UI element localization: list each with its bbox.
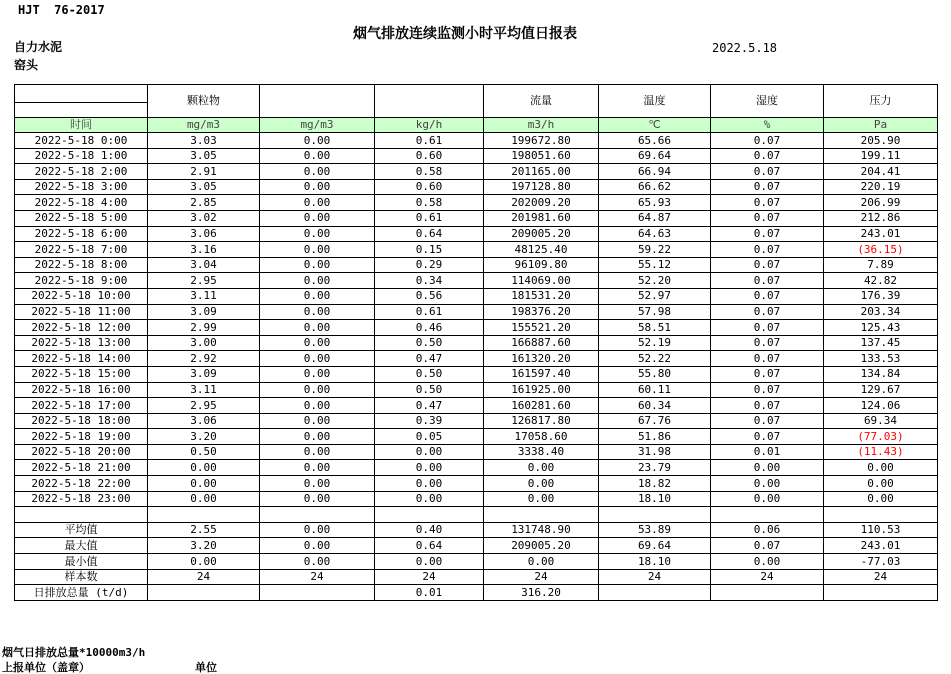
time-cell: 2022-5-18 23:00 (15, 491, 148, 507)
value-cell: 0.56 (375, 288, 484, 304)
unit-time: 时间 (15, 118, 148, 133)
value-cell: 0.00 (260, 164, 375, 180)
table-row (15, 320, 938, 336)
table-row (15, 133, 938, 149)
value-cell: 0.07 (711, 398, 824, 414)
value-cell: 124.06 (824, 398, 938, 414)
value-cell: -77.03 (824, 554, 938, 570)
header-time-blank-bottom (15, 103, 148, 118)
value-cell: 3.05 (148, 148, 260, 164)
value-cell: 198376.20 (484, 304, 599, 320)
value-cell: 0.00 (711, 476, 824, 492)
value-cell: 0.00 (260, 133, 375, 149)
value-cell: 197128.80 (484, 179, 599, 195)
value-cell: (77.03) (824, 429, 938, 445)
value-cell: 2.92 (148, 351, 260, 367)
value-cell: 2.95 (148, 273, 260, 289)
value-cell: 3.11 (148, 382, 260, 398)
value-cell: 0.07 (711, 257, 824, 273)
table-row (15, 460, 938, 476)
unit-celsius: ℃ (599, 118, 711, 133)
value-cell: 199672.80 (484, 133, 599, 149)
value-cell: 42.82 (824, 273, 938, 289)
unit-m3h: m3/h (484, 118, 599, 133)
value-cell: 131748.90 (484, 522, 599, 538)
value-cell: 0.00 (375, 444, 484, 460)
table-row (15, 444, 938, 460)
value-cell: 65.93 (599, 195, 711, 211)
table-row (15, 429, 938, 445)
value-cell: 64.63 (599, 226, 711, 242)
value-cell (711, 585, 824, 601)
value-cell: 161925.00 (484, 382, 599, 398)
value-cell: 2.95 (148, 398, 260, 414)
value-cell: 59.22 (599, 242, 711, 258)
value-cell: 160281.60 (484, 398, 599, 414)
value-cell: 3.09 (148, 366, 260, 382)
value-cell: 0.00 (711, 554, 824, 570)
value-cell: 69.64 (599, 538, 711, 554)
value-cell: 316.20 (484, 585, 599, 601)
value-cell: 212.86 (824, 210, 938, 226)
value-cell: 24 (711, 569, 824, 585)
value-cell: 0.60 (375, 179, 484, 195)
value-cell: 0.00 (260, 413, 375, 429)
value-cell: 0.01 (375, 585, 484, 601)
value-cell: 0.07 (711, 148, 824, 164)
time-cell: 2022-5-18 4:00 (15, 195, 148, 211)
value-cell: 0.00 (260, 273, 375, 289)
value-cell: 0.00 (260, 444, 375, 460)
value-cell: 0.07 (711, 273, 824, 289)
value-cell: 209005.20 (484, 538, 599, 554)
value-cell: 0.07 (711, 320, 824, 336)
value-cell: 0.61 (375, 133, 484, 149)
table-row (15, 491, 938, 507)
unit-percent: % (711, 118, 824, 133)
value-cell: 205.90 (824, 133, 938, 149)
value-cell: 0.00 (148, 491, 260, 507)
value-cell: 55.12 (599, 257, 711, 273)
value-cell: 3.20 (148, 538, 260, 554)
value-cell: 66.94 (599, 164, 711, 180)
value-cell: 0.00 (260, 491, 375, 507)
time-cell: 2022-5-18 5:00 (15, 210, 148, 226)
table-row (15, 273, 938, 289)
value-cell: 0.00 (148, 460, 260, 476)
header-pressure: 压力 (824, 85, 938, 118)
value-cell: 0.00 (260, 148, 375, 164)
value-cell: 2.91 (148, 164, 260, 180)
summary-label: 日排放总量 (t/d) (15, 585, 148, 601)
value-cell: 125.43 (824, 320, 938, 336)
value-cell: 203.34 (824, 304, 938, 320)
value-cell: 0.00 (260, 429, 375, 445)
value-cell: 7.89 (824, 257, 938, 273)
value-cell: 0.00 (260, 538, 375, 554)
header-particulate: 颗粒物 (148, 85, 260, 118)
value-cell: 0.00 (260, 522, 375, 538)
value-cell: 0.58 (375, 195, 484, 211)
value-cell: 0.47 (375, 351, 484, 367)
value-cell: 161597.40 (484, 366, 599, 382)
value-cell: 0.00 (260, 335, 375, 351)
value-cell: 24 (484, 569, 599, 585)
header-flow: 流量 (484, 85, 599, 118)
value-cell (260, 585, 375, 601)
value-cell: 0.07 (711, 210, 824, 226)
value-cell: 0.07 (711, 304, 824, 320)
value-cell: 24 (260, 569, 375, 585)
time-cell: 2022-5-18 0:00 (15, 133, 148, 149)
value-cell: 66.62 (599, 179, 711, 195)
value-cell: 0.00 (260, 366, 375, 382)
summary-label: 最小值 (15, 554, 148, 570)
value-cell: 60.11 (599, 382, 711, 398)
table-row (15, 351, 938, 367)
value-cell: 0.00 (260, 460, 375, 476)
table-row (15, 226, 938, 242)
time-cell: 2022-5-18 19:00 (15, 429, 148, 445)
value-cell (824, 585, 938, 601)
value-cell: 0.05 (375, 429, 484, 445)
header-time-blank-top (15, 85, 148, 103)
value-cell: 2.55 (148, 522, 260, 538)
time-cell: 2022-5-18 3:00 (15, 179, 148, 195)
value-cell: 0.00 (824, 491, 938, 507)
table-row (15, 257, 938, 273)
footer-unit-label: 单位 (195, 661, 217, 674)
footer-report-unit: 上报单位（盖章） (2, 661, 90, 674)
time-cell: 2022-5-18 14:00 (15, 351, 148, 367)
value-cell: 181531.20 (484, 288, 599, 304)
table-row (15, 398, 938, 414)
time-cell: 2022-5-18 17:00 (15, 398, 148, 414)
value-cell: 137.45 (824, 335, 938, 351)
value-cell: 52.19 (599, 335, 711, 351)
value-cell: 0.46 (375, 320, 484, 336)
value-cell: 0.07 (711, 538, 824, 554)
value-cell: (11.43) (824, 444, 938, 460)
table-row (15, 210, 938, 226)
value-cell: 69.34 (824, 413, 938, 429)
value-cell: 0.07 (711, 382, 824, 398)
value-cell: 0.07 (711, 226, 824, 242)
value-cell: 0.00 (260, 554, 375, 570)
value-cell: 220.19 (824, 179, 938, 195)
value-cell: 0.50 (375, 366, 484, 382)
value-cell: 0.64 (375, 538, 484, 554)
value-cell: 60.34 (599, 398, 711, 414)
table-row (15, 538, 938, 554)
footer-note-total: 烟气日排放总量*10000m3/h (2, 646, 146, 659)
value-cell: 65.66 (599, 133, 711, 149)
value-cell: 0.07 (711, 133, 824, 149)
value-cell: 3338.40 (484, 444, 599, 460)
value-cell: 3.03 (148, 133, 260, 149)
value-cell: 126817.80 (484, 413, 599, 429)
value-cell: 53.89 (599, 522, 711, 538)
value-cell: 24 (148, 569, 260, 585)
doc-code: HJT 76-2017 (18, 3, 105, 17)
summary-rows (15, 522, 938, 600)
table-row (15, 382, 938, 398)
value-cell: 0.00 (148, 554, 260, 570)
value-cell (148, 585, 260, 601)
data-rows (15, 133, 938, 507)
value-cell: 57.98 (599, 304, 711, 320)
time-cell: 2022-5-18 21:00 (15, 460, 148, 476)
table-row (15, 413, 938, 429)
unit-kgh: kg/h (375, 118, 484, 133)
value-cell: 0.29 (375, 257, 484, 273)
table-row (15, 335, 938, 351)
header-humidity: 湿度 (711, 85, 824, 118)
value-cell: 64.87 (599, 210, 711, 226)
value-cell: 18.10 (599, 554, 711, 570)
value-cell: 55.80 (599, 366, 711, 382)
value-cell: 0.39 (375, 413, 484, 429)
header-temperature: 温度 (599, 85, 711, 118)
value-cell: 0.00 (260, 476, 375, 492)
unit-mgm3-1: mg/m3 (148, 118, 260, 133)
table-row (15, 179, 938, 195)
value-cell: 0.00 (484, 460, 599, 476)
value-cell: 0.07 (711, 164, 824, 180)
value-cell: 3.06 (148, 413, 260, 429)
value-cell: 243.01 (824, 538, 938, 554)
time-cell: 2022-5-18 2:00 (15, 164, 148, 180)
time-cell: 2022-5-18 18:00 (15, 413, 148, 429)
value-cell: 0.07 (711, 195, 824, 211)
value-cell: 201165.00 (484, 164, 599, 180)
value-cell: 0.61 (375, 304, 484, 320)
value-cell: 0.00 (260, 242, 375, 258)
unit-mgm3-2: mg/m3 (260, 118, 375, 133)
time-cell: 2022-5-18 7:00 (15, 242, 148, 258)
station-name: 窑头 (14, 58, 39, 72)
value-cell: 18.82 (599, 476, 711, 492)
value-cell: 0.00 (824, 460, 938, 476)
value-cell: 3.02 (148, 210, 260, 226)
value-cell: 0.07 (711, 351, 824, 367)
value-cell: 0.00 (260, 210, 375, 226)
value-cell: 31.98 (599, 444, 711, 460)
value-cell: 155521.20 (484, 320, 599, 336)
value-cell: 0.34 (375, 273, 484, 289)
table-row (15, 288, 938, 304)
time-cell: 2022-5-18 22:00 (15, 476, 148, 492)
value-cell: 18.10 (599, 491, 711, 507)
value-cell: 52.97 (599, 288, 711, 304)
unit-header-row (15, 118, 938, 133)
value-cell: 0.00 (375, 460, 484, 476)
value-cell: 3.04 (148, 257, 260, 273)
value-cell: 3.06 (148, 226, 260, 242)
value-cell: 0.07 (711, 242, 824, 258)
value-cell: 3.09 (148, 304, 260, 320)
value-cell: 58.51 (599, 320, 711, 336)
company-name: 自力水泥 (14, 40, 63, 54)
value-cell: 0.00 (824, 476, 938, 492)
table-row (15, 366, 938, 382)
value-cell: 202009.20 (484, 195, 599, 211)
table-row (15, 585, 938, 601)
report-date: 2022.5.18 (712, 41, 778, 55)
value-cell (599, 585, 711, 601)
value-cell: 0.07 (711, 366, 824, 382)
value-cell: 0.00 (711, 460, 824, 476)
value-cell: 161320.20 (484, 351, 599, 367)
value-cell: 3.20 (148, 429, 260, 445)
time-cell: 2022-5-18 6:00 (15, 226, 148, 242)
value-cell: 129.67 (824, 382, 938, 398)
value-cell: 0.07 (711, 179, 824, 195)
table-row (15, 195, 938, 211)
value-cell: 24 (824, 569, 938, 585)
value-cell: 24 (599, 569, 711, 585)
value-cell: 0.00 (260, 351, 375, 367)
value-cell: 166887.60 (484, 335, 599, 351)
value-cell: 0.00 (260, 257, 375, 273)
value-cell: 2.85 (148, 195, 260, 211)
time-cell: 2022-5-18 16:00 (15, 382, 148, 398)
value-cell: 0.47 (375, 398, 484, 414)
value-cell: 204.41 (824, 164, 938, 180)
value-cell: 0.00 (148, 476, 260, 492)
time-cell: 2022-5-18 13:00 (15, 335, 148, 351)
value-cell: 0.00 (484, 491, 599, 507)
summary-label: 平均值 (15, 522, 148, 538)
report-table (14, 84, 938, 601)
value-cell: 134.84 (824, 366, 938, 382)
value-cell: 0.07 (711, 335, 824, 351)
value-cell: 0.00 (484, 476, 599, 492)
value-cell: 0.00 (260, 304, 375, 320)
value-cell: 0.00 (711, 491, 824, 507)
table-row (15, 164, 938, 180)
value-cell: 0.15 (375, 242, 484, 258)
value-cell: 199.11 (824, 148, 938, 164)
value-cell: 69.64 (599, 148, 711, 164)
time-cell: 2022-5-18 1:00 (15, 148, 148, 164)
header-blank-1 (260, 85, 375, 118)
table-row (15, 304, 938, 320)
value-cell: 0.40 (375, 522, 484, 538)
value-cell: 0.50 (148, 444, 260, 460)
value-cell: 17058.60 (484, 429, 599, 445)
value-cell: 0.00 (484, 554, 599, 570)
summary-label: 最大值 (15, 538, 148, 554)
value-cell: 3.16 (148, 242, 260, 258)
value-cell: 133.53 (824, 351, 938, 367)
time-cell: 2022-5-18 12:00 (15, 320, 148, 336)
value-cell: 206.99 (824, 195, 938, 211)
value-cell: 0.07 (711, 288, 824, 304)
time-cell: 2022-5-18 11:00 (15, 304, 148, 320)
group-header-row (15, 85, 938, 103)
value-cell: 198051.60 (484, 148, 599, 164)
summary-label: 样本数 (15, 569, 148, 585)
value-cell: 0.00 (375, 476, 484, 492)
value-cell: 209005.20 (484, 226, 599, 242)
value-cell: 23.79 (599, 460, 711, 476)
value-cell: 3.11 (148, 288, 260, 304)
value-cell: 110.53 (824, 522, 938, 538)
value-cell: 0.50 (375, 382, 484, 398)
value-cell: 67.76 (599, 413, 711, 429)
table-row (15, 554, 938, 570)
value-cell: 0.64 (375, 226, 484, 242)
value-cell: 243.01 (824, 226, 938, 242)
value-cell: 3.00 (148, 335, 260, 351)
value-cell: 0.01 (711, 444, 824, 460)
table-row (15, 522, 938, 538)
value-cell: 0.06 (711, 522, 824, 538)
unit-pa: Pa (824, 118, 938, 133)
value-cell: 176.39 (824, 288, 938, 304)
page-title: 烟气排放连续监测小时平均值日报表 (353, 26, 577, 42)
value-cell: 52.20 (599, 273, 711, 289)
value-cell: 0.00 (260, 226, 375, 242)
value-cell: 0.00 (260, 179, 375, 195)
value-cell: 0.00 (375, 491, 484, 507)
value-cell: 0.50 (375, 335, 484, 351)
value-cell: 0.07 (711, 413, 824, 429)
value-cell: 0.00 (260, 288, 375, 304)
value-cell: 3.05 (148, 179, 260, 195)
time-cell: 2022-5-18 9:00 (15, 273, 148, 289)
time-cell: 2022-5-18 10:00 (15, 288, 148, 304)
spacer-row (15, 507, 938, 523)
value-cell: 114069.00 (484, 273, 599, 289)
table-row (15, 476, 938, 492)
value-cell: 201981.60 (484, 210, 599, 226)
value-cell: 0.00 (260, 320, 375, 336)
table-row (15, 148, 938, 164)
header-blank-2 (375, 85, 484, 118)
value-cell: 0.07 (711, 429, 824, 445)
value-cell: 2.99 (148, 320, 260, 336)
value-cell: 24 (375, 569, 484, 585)
value-cell: 0.61 (375, 210, 484, 226)
value-cell: (36.15) (824, 242, 938, 258)
value-cell: 52.22 (599, 351, 711, 367)
value-cell: 0.00 (260, 398, 375, 414)
value-cell: 96109.80 (484, 257, 599, 273)
value-cell: 0.00 (375, 554, 484, 570)
value-cell: 0.00 (260, 382, 375, 398)
value-cell: 51.86 (599, 429, 711, 445)
time-cell: 2022-5-18 20:00 (15, 444, 148, 460)
table-row (15, 242, 938, 258)
value-cell: 0.58 (375, 164, 484, 180)
value-cell: 0.00 (260, 195, 375, 211)
value-cell: 48125.40 (484, 242, 599, 258)
time-cell: 2022-5-18 8:00 (15, 257, 148, 273)
table-row (15, 569, 938, 585)
time-cell: 2022-5-18 15:00 (15, 366, 148, 382)
value-cell: 0.60 (375, 148, 484, 164)
